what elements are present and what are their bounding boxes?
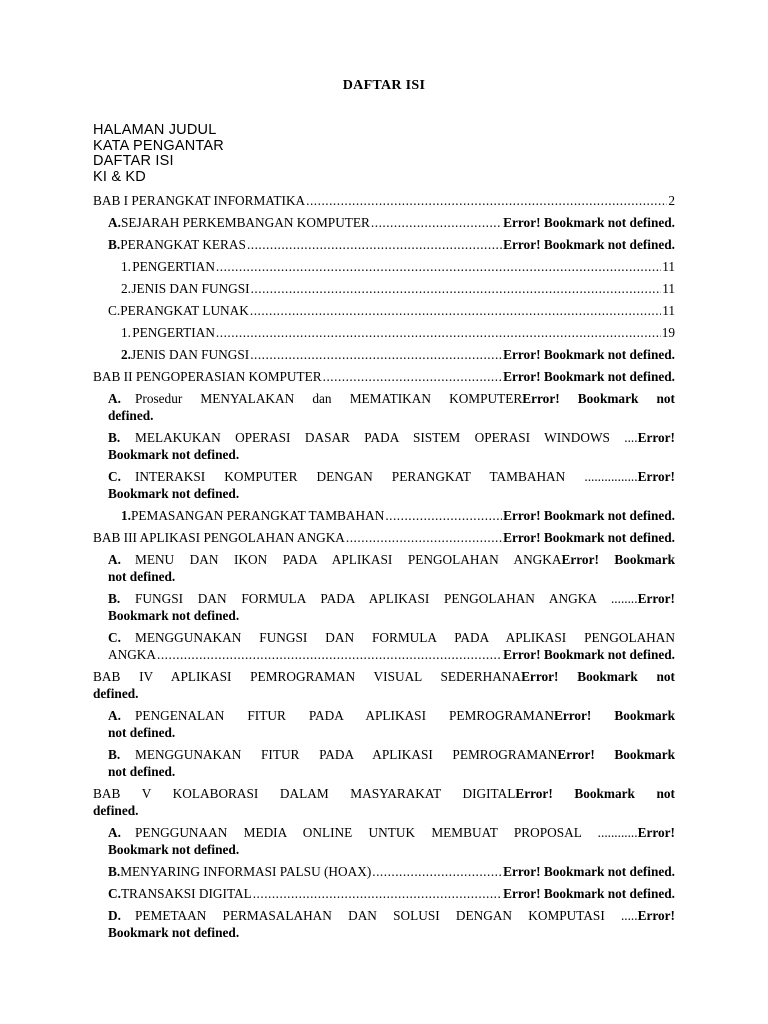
toc-entry-bab-4[interactable]: BAB IV APLIKASI PEMROGRAMAN VISUAL SEDERHANAError! Bookmark not defined. <box>93 669 675 701</box>
toc-entry-pemetaan[interactable]: D. PEMETAAN PERMASALAHAN DAN SOLUSI DENGAN KOMPUTASI .....Error! Bookmark not defined. <box>108 908 675 940</box>
toc-entry-bab-2[interactable]: BAB II PENGOPERASIAN KOMPUTER ..... Error! Bookmark not defined. <box>93 369 675 385</box>
toc-entry-pengenalan-fitur[interactable]: A. PENGENALAN FITUR PADA APLIKASI PEMROGRAMANError! Bookmark not defined. <box>108 708 675 740</box>
toc-entry-pemasangan[interactable]: 1. PEMASANGAN PERANGKAT TAMBAHAN ..... Error! Bookmark not defined. <box>93 508 675 524</box>
leader-dots <box>385 508 502 524</box>
front-matter-list <box>93 123 224 185</box>
leader-dots <box>323 369 502 385</box>
front-matter-item: KATA PENGANTAR <box>93 137 224 154</box>
leader-dots <box>250 303 661 319</box>
leader-dots <box>253 886 502 902</box>
leader-dots <box>250 347 502 363</box>
toc-entry-jenis-fungsi-1[interactable]: 2. JENIS DAN FUNGSI ..... 11 <box>93 281 675 297</box>
front-matter-item: KI & KD <box>93 168 146 185</box>
leader-dots <box>372 864 502 880</box>
toc-entry-fungsi-formula[interactable]: B. FUNGSI DAN FORMULA PADA APLIKASI PENGOLAHAN ANGKA ........Error! Bookmark not defined. <box>108 591 675 623</box>
leader-dots <box>306 193 667 209</box>
toc-entry-bab-5[interactable]: BAB V KOLABORASI DALAM MASYARAKAT DIGITALError! Bookmark not defined. <box>93 786 675 818</box>
toc-entry-interaksi[interactable]: C. INTERAKSI KOMPUTER DENGAN PERANGKAT TAMBAHAN ................Error! Bookmark not defined. <box>108 469 675 501</box>
leader-dots <box>216 325 661 341</box>
toc-entry-menu-ikon[interactable]: A. MENU DAN IKON PADA APLIKASI PENGOLAHAN ANGKAError! Bookmark not defined. <box>108 552 675 584</box>
toc-entry-menggunakan-fitur[interactable]: B. MENGGUNAKAN FITUR PADA APLIKASI PEMROGRAMANError! Bookmark not defined. <box>108 747 675 779</box>
toc-entry-pengertian-1[interactable]: 1. PENGERTIAN ..... 11 <box>93 259 675 275</box>
toc-entry-operasi-dasar[interactable]: B. MELAKUKAN OPERASI DASAR PADA SISTEM OPERASI WINDOWS ....Error! Bookmark not defined. <box>108 430 675 462</box>
leader-dots <box>216 259 661 275</box>
front-matter-item: DAFTAR ISI <box>93 153 174 169</box>
toc-entry-jenis-fungsi-2[interactable]: 2. JENIS DAN FUNGSI ..... Error! Bookmark not defined. <box>93 347 675 363</box>
leader-dots <box>251 281 662 297</box>
toc-entry-prosedur[interactable]: A. Prosedur MENYALAKAN dan MEMATIKAN KOMPUTERError! Bookmark not defined. <box>108 391 675 423</box>
toc-entry-bab-3[interactable]: BAB III APLIKASI PENGOLAHAN ANGKA ..... Error! Bookmark not defined. <box>93 530 675 546</box>
leader-dots <box>247 237 502 253</box>
table-of-contents <box>93 193 675 947</box>
toc-entry-pengertian-2[interactable]: 1. PENGERTIAN ..... 19 <box>93 325 675 341</box>
page-title: DAFTAR ISI <box>342 78 426 93</box>
toc-entry-perangkat-lunak[interactable]: C. PERANGKAT LUNAK ..... 11 <box>93 303 675 319</box>
leader-dots <box>346 530 502 546</box>
toc-entry-sejarah[interactable]: A. SEJARAH PERKEMBANGAN KOMPUTER ..... Error! Bookmark not defined. <box>93 215 675 231</box>
leader-dots <box>371 215 502 231</box>
toc-entry-menggunakan-fungsi[interactable]: C. MENGGUNAKAN FUNGSI DAN FORMULA PADA APLIKASI PENGOLAHAN ANGKA ..... Error! Bookmark not defined. <box>93 630 675 663</box>
toc-entry-hoax[interactable]: B. MENYARING INFORMASI PALSU (HOAX) ..... Error! Bookmark not defined. <box>93 864 675 880</box>
toc-entry-transaksi-digital[interactable]: C. TRANSAKSI DIGITAL ..... Error! Bookmark not defined. <box>93 886 675 902</box>
toc-entry-bab-1[interactable]: BAB I PERANGKAT INFORMATIKA ..... 2 <box>93 193 675 209</box>
front-matter-item: HALAMAN JUDUL <box>93 122 217 138</box>
leader-dots <box>157 647 502 664</box>
toc-entry-media-online[interactable]: A. PENGGUNAAN MEDIA ONLINE UNTUK MEMBUAT PROPOSAL ............Error! Bookmark not defined. <box>108 825 675 857</box>
toc-entry-perangkat-keras[interactable]: B. PERANGKAT KERAS ..... Error! Bookmark not defined. <box>93 237 675 253</box>
